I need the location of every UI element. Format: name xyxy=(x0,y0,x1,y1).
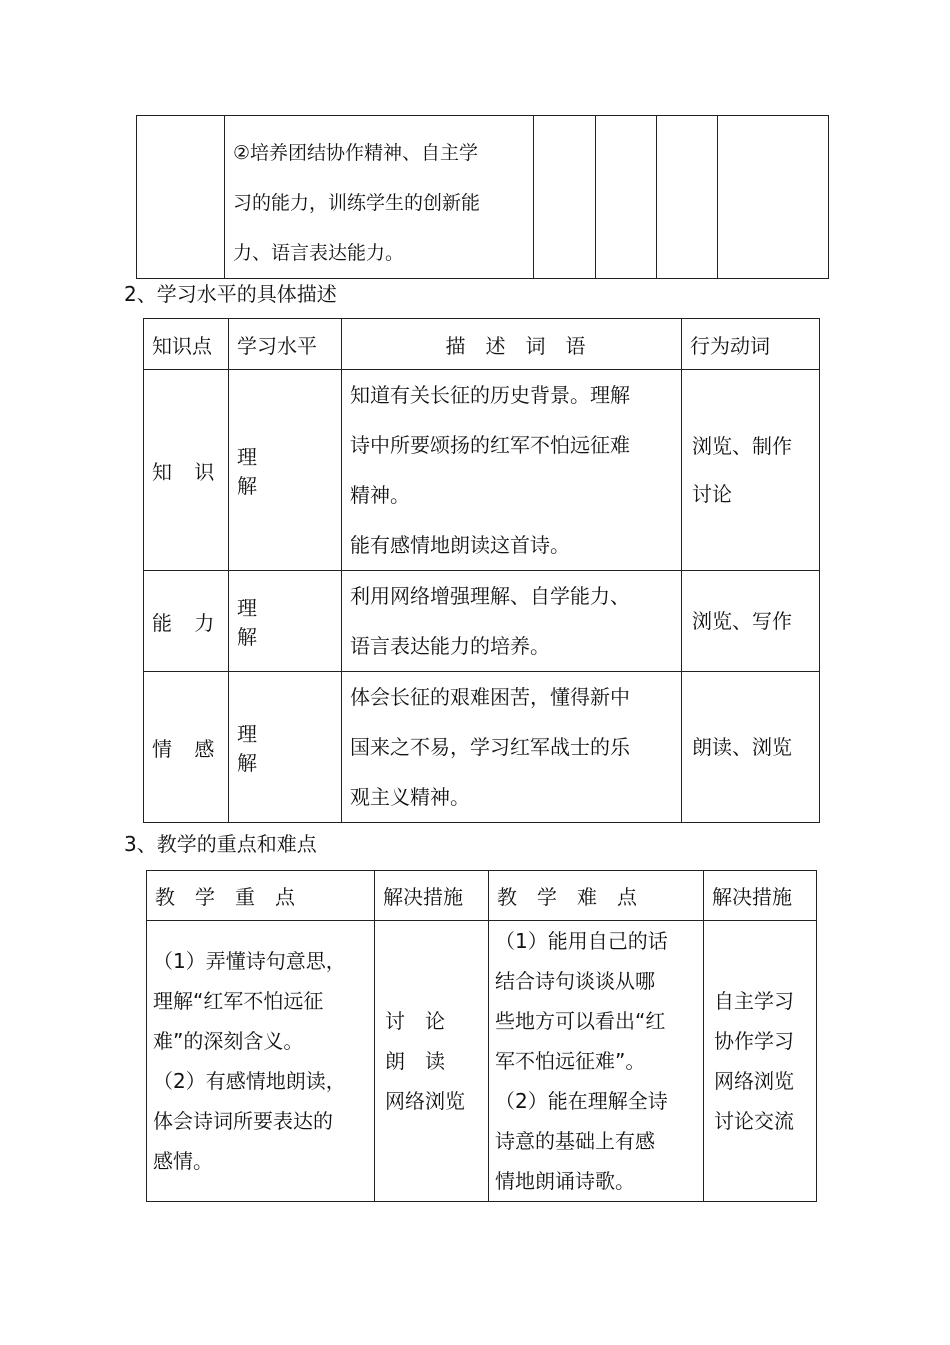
empty-cell xyxy=(596,116,657,279)
key-measures-cell: 讨 论 朗 读 网络浏览 xyxy=(375,921,489,1202)
description-cell: 体会长征的艰难困苦，懂得新中 国来之不易，学习红军战士的乐 观主义精神。 xyxy=(342,672,682,823)
table-header-row xyxy=(147,871,817,921)
header-cell: 描 述 词 语 xyxy=(342,319,682,370)
section-heading-learning-levels: 2、学习水平的具体描述 xyxy=(124,282,337,306)
header-cell: 教 学 难 点 xyxy=(489,871,704,921)
difficult-measures-cell: 自主学习 协作学习 网络浏览 讨论交流 xyxy=(704,921,817,1202)
header-cell: 解决措施 xyxy=(704,871,817,921)
verbs-cell: 朗读、浏览 xyxy=(682,672,820,823)
objectives-table-continuation xyxy=(136,115,829,279)
header-cell: 知识点 xyxy=(144,319,229,370)
verbs-cell: 浏览、制作 讨论 xyxy=(682,370,820,571)
table-header-row xyxy=(144,319,820,370)
empty-cell xyxy=(657,116,718,279)
empty-cell xyxy=(718,116,829,279)
header-cell: 教 学 重 点 xyxy=(147,871,375,921)
table-row xyxy=(144,571,820,672)
header-cell: 行为动词 xyxy=(682,319,820,370)
header-cell: 学习水平 xyxy=(229,319,342,370)
key-difficult-points-table xyxy=(146,870,817,1202)
table-row xyxy=(144,370,820,571)
table-row xyxy=(144,672,820,823)
difficult-points-cell: （1）能用自己的话 结合诗句谈谈从哪 些地方可以看出“红 军不怕远征难”。 （2）能在理解全诗 诗意的基础上有感 情地朗诵诗歌。 xyxy=(489,921,704,1202)
level-cell: 理 解 xyxy=(229,370,342,571)
level-cell: 理 解 xyxy=(229,571,342,672)
verbs-cell: 浏览、写作 xyxy=(682,571,820,672)
section-heading-key-difficult-points: 3、教学的重点和难点 xyxy=(124,832,317,856)
empty-cell xyxy=(534,116,596,279)
level-cell: 理 解 xyxy=(229,672,342,823)
key-points-cell: （1）弄懂诗句意思， 理解“红军不怕远征 难”的深刻含义。 （2）有感情地朗读， 体会诗词所要表达的 感情。 xyxy=(147,921,375,1202)
header-cell: 解决措施 xyxy=(375,871,489,921)
knowledge-point-cell: 情 感 xyxy=(144,672,229,823)
description-cell: 利用网络增强理解、自学能力、 语言表达能力的培养。 xyxy=(342,571,682,672)
knowledge-point-cell: 知 识 xyxy=(144,370,229,571)
objective-text: ②培养团结协作精神、自主学 习的能力，训练学生的创新能 力、语言表达能力。 xyxy=(225,116,534,279)
knowledge-point-cell: 能 力 xyxy=(144,571,229,672)
learning-levels-table xyxy=(143,318,820,823)
description-cell: 知道有关长征的历史背景。理解 诗中所要颂扬的红军不怕远征难 精神。 能有感情地朗读这首诗。 xyxy=(342,370,682,571)
table-row xyxy=(147,921,817,1202)
empty-cell xyxy=(137,116,225,279)
